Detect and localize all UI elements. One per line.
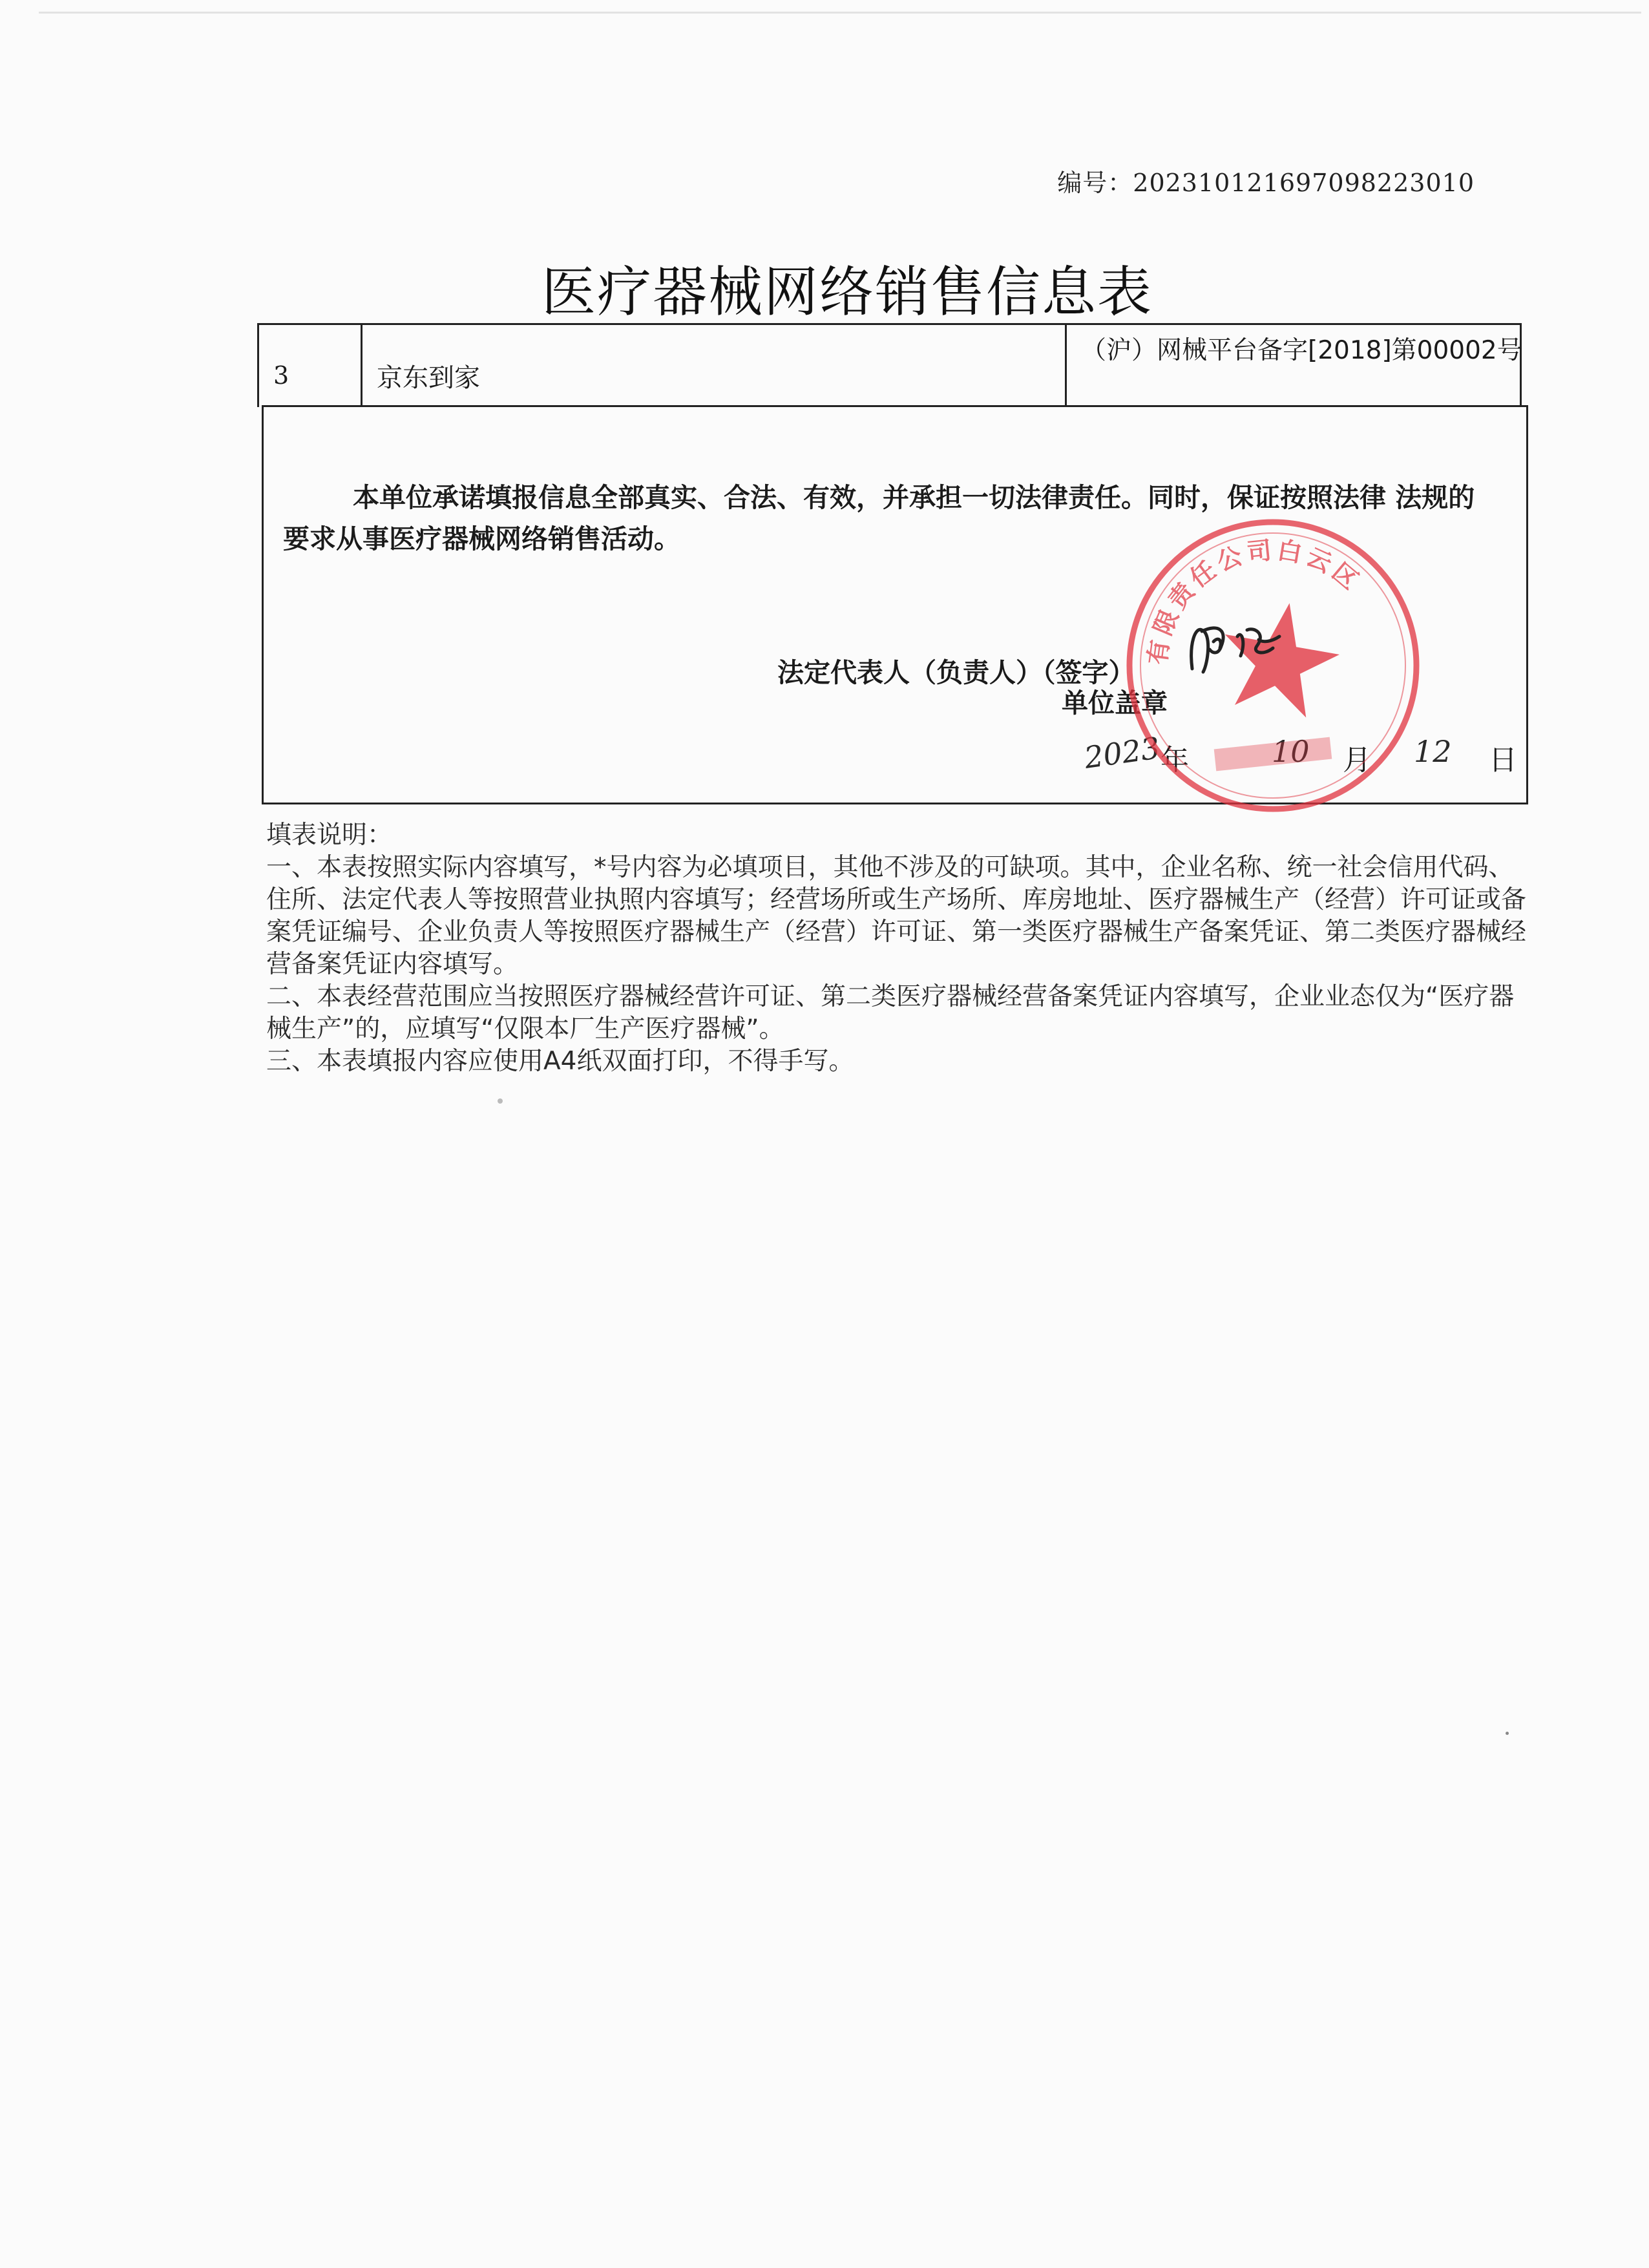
row-index: 3 (273, 361, 289, 390)
instructions-heading: 填表说明： (266, 821, 393, 850)
row-index-cell (259, 325, 362, 407)
legal-representative-label: 法定代表人（负责人）（签字） (777, 657, 1135, 688)
record-number: （沪）网械平台备字[2018]第00002号 (1081, 336, 1522, 365)
scan-speck (1506, 1732, 1509, 1735)
date-month-handwritten: 10 (1272, 734, 1310, 769)
handwritten-signature (1182, 617, 1292, 682)
record-number-cell (1067, 325, 1520, 407)
platform-name: 京东到家 (377, 363, 480, 393)
platform-name-cell (362, 325, 1067, 407)
date-year-handwritten: 2023 (1082, 730, 1162, 775)
document-number-value: 202310121697098223010 (1133, 169, 1475, 197)
instruction-item: 二、本表经营范围应当按照医疗器械经营许可证、第二类医疗器械经营备案凭证内容填写，企业业态仅为“医疗器械生产”的，应填写“仅限本厂生产医疗器械”。 (266, 982, 1515, 1044)
company-seal-label: 单位盖章 (1062, 688, 1168, 719)
date-day-handwritten: 12 (1414, 734, 1452, 769)
date-day-unit: 日 (1489, 744, 1517, 777)
document-number (1057, 163, 1475, 198)
date-year-unit: 年 (1161, 744, 1189, 777)
instruction-item: 三、本表填报内容应使用A4纸双面打印，不得手写。 (266, 1047, 854, 1076)
filling-instructions (266, 819, 1533, 1078)
page-title: 医疗器械网络销售信息表 (541, 260, 1153, 324)
date-month-unit: 月 (1343, 744, 1371, 777)
document-number-label: 编号： (1057, 169, 1133, 197)
pledge-statement: 本单位承诺填报信息全部真实、合法、有效，并承担一切法律责任。同时，保证按照法律 法规的要求从事医疗器械网络销售活动。 (283, 482, 1475, 554)
scan-speck (498, 1098, 503, 1104)
scan-edge (39, 12, 1641, 14)
stamp-text: 有限责任公司白云区 (1142, 535, 1367, 667)
instruction-item: 一、本表按照实际内容填写，*号内容为必填项目，其他不涉及的可缺项。其中，企业名称、统一社会信用代码、住所、法定代表人等按照营业执照内容填写；经营场所或生产场所、库房地址、医疗器械生产（经营）许可证或备案凭证编号、企业负责人等按照医疗器械生产（经营）许可证、第一类医疗器械生产备案凭证、第二类医疗器械经营备案凭证内容填写。 (266, 853, 1527, 979)
platform-table-row (257, 323, 1522, 407)
